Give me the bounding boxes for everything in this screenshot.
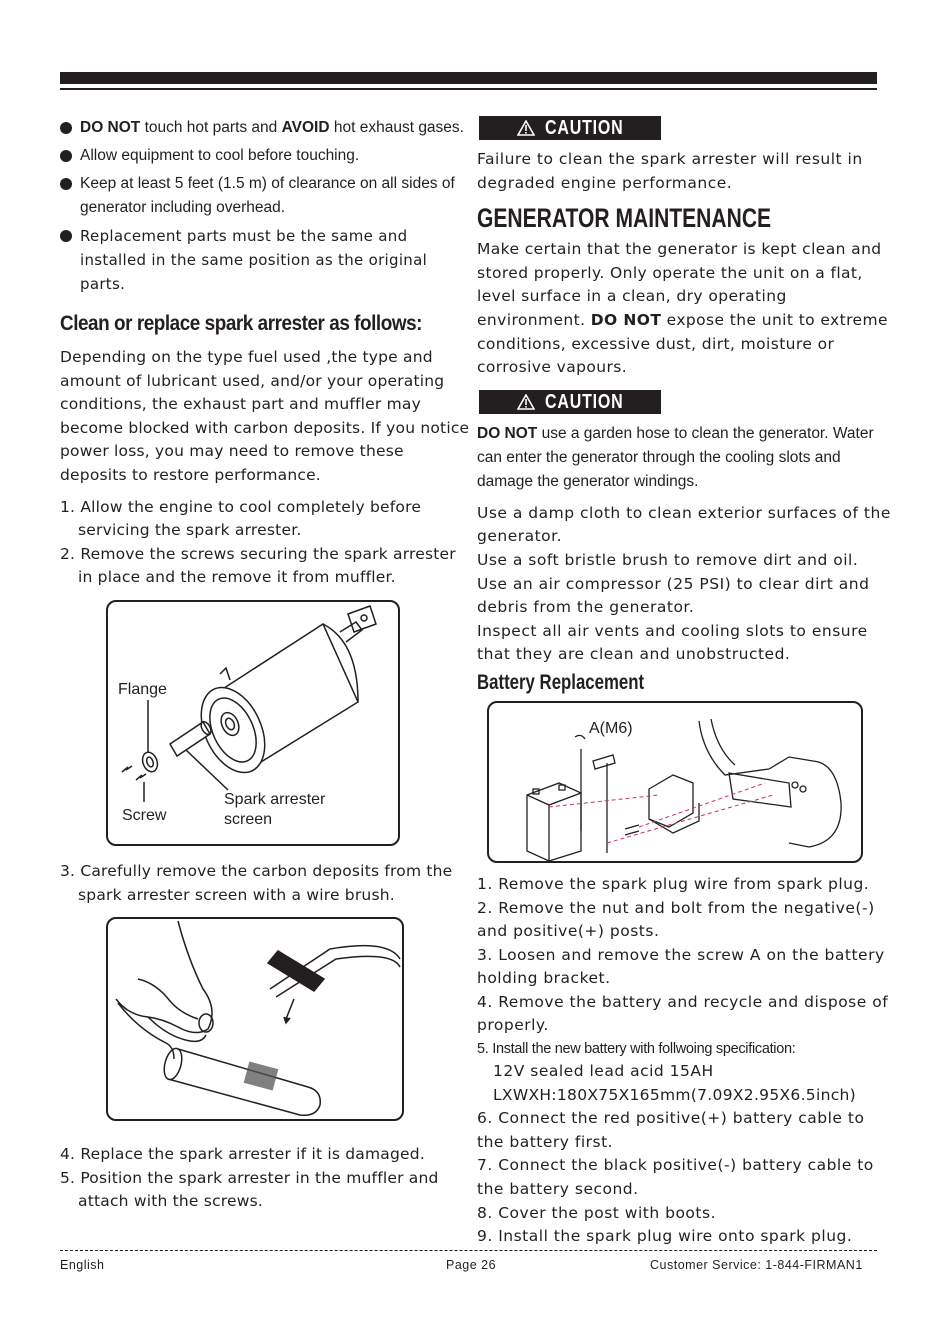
clean-line-1: Use a damp cloth to clean exterior surfaces of the generator. [477, 503, 891, 546]
step-4: 4. Replace the spark arrester if it is damaged. [60, 1145, 425, 1164]
maintenance-text: expose the unit to extreme conditions, excessive dust, dirt, moisture or corrosive vapours. [477, 310, 888, 377]
warning-icon [517, 120, 535, 136]
footer-rule [60, 1250, 877, 1251]
left-column [60, 116, 470, 1214]
bullet-text: Allow equipment to cool before touching. [80, 147, 360, 164]
brush-figure [106, 917, 404, 1121]
warning-icon [517, 394, 535, 410]
battery-step-6: 6. Connect the red positive(+) battery cable to the battery first. [477, 1109, 865, 1151]
battery-step-7: 7. Connect the black positive(-) battery cable to the battery second. [477, 1156, 874, 1199]
bullet-text: hot exhaust gases. [329, 119, 464, 136]
bullet-text: Keep at least 5 feet (1.5 m) of clearance on all sides of generator including overhead. [80, 175, 455, 216]
caution-2-body: use a garden hose to clean the generator. Water can enter the generator through the cooling slots and damage the generator windings. [477, 424, 874, 490]
footer-page-number: Page 26 [446, 1258, 497, 1272]
bullet-text: touch hot parts and [140, 119, 282, 136]
battery-illustration [489, 703, 861, 861]
battery-figure [487, 701, 863, 863]
clean-line-4: Inspect all air vents and cooling slots to ensure that they are clean and unobstructed. [477, 621, 868, 664]
step-1: 1. Allow the engine to cool completely before servicing the spark arrester. [60, 497, 422, 540]
flange-label: Flange [118, 680, 167, 698]
bullet-hot-parts [60, 116, 470, 140]
header-rule [60, 88, 877, 90]
do-not-emphasis: DO NOT [590, 310, 662, 329]
do-not-emphasis: DO NOT [477, 424, 538, 442]
maintenance-paragraph [477, 238, 892, 380]
caution-banner-2 [479, 390, 661, 414]
battery-step-8: 8. Cover the post with boots. [477, 1203, 716, 1222]
battery-spec-2: LXWXH:180X75X165mm(7.09X2.95X6.5inch) [493, 1085, 856, 1104]
battery-step-2: 2. Remove the nut and bolt from the negative(-) and positive(+) posts. [477, 898, 875, 941]
bullet-dot [60, 122, 72, 134]
intro-paragraph: Depending on the type fuel used ,the type and amount of lubricant used, and/or your operating conditions, the exhaust part and muffler may become blocked with carbon deposits. If you notice power loss, you may need to remove these deposits to restore performance. [60, 348, 470, 484]
brush-illustration [108, 919, 402, 1119]
avoid-emphasis: AVOID [281, 119, 330, 136]
right-column [477, 116, 892, 1249]
bullet-dot [60, 178, 72, 190]
step-3: 3. Carefully remove the carbon deposits from the spark arrester screen with a wire brush. [60, 861, 453, 904]
spark-arrester-label: Spark arrester [224, 790, 326, 808]
screw-a-label: A(M6) [589, 719, 633, 737]
battery-step-3: 3. Loosen and remove the screw A on the battery holding bracket. [477, 945, 885, 988]
footer-language: English [60, 1258, 105, 1272]
spark-arrester-heading: Clean or replace spark arrester as follows: [60, 312, 422, 335]
bullet-dot [60, 230, 72, 242]
maintenance-text: Make certain that the generator is kept clean and stored properly. Only operate the unit on a flat, level surface in a clean, dry operating environment. [477, 240, 882, 329]
clean-line-3: Use an air compressor (25 PSI) to clear dirt and debris from the generator. [477, 574, 870, 617]
caution-label: CAUTION [545, 390, 624, 413]
screw-label: Screw [122, 806, 167, 824]
battery-replacement-heading: Battery Replacement [477, 670, 645, 694]
do-not-emphasis: DO NOT [80, 119, 141, 136]
step-5: 5. Position the spark arrester in the muffler and attach with the screws. [60, 1168, 439, 1211]
battery-step-1: 1. Remove the spark plug wire from spark plug. [477, 874, 870, 893]
step-2: 2. Remove the screws securing the spark arrester in place and the remove it from muffler. [60, 544, 456, 587]
battery-step-4: 4. Remove the battery and recycle and dispose of properly. [477, 992, 889, 1035]
battery-step-9: 9. Install the spark plug wire onto spark plug. [477, 1227, 853, 1246]
caution-2-text [477, 422, 892, 494]
footer-customer-service: Customer Service: 1-844-FIRMAN1 [650, 1258, 863, 1272]
clean-line-2: Use a soft bristle brush to remove dirt and oil. [477, 550, 859, 569]
battery-spec-1: 12V sealed lead acid 15AH [493, 1062, 714, 1081]
caution-1-text: Failure to clean the spark arrester will result in degraded engine performance. [477, 150, 863, 192]
bullet-dot [60, 150, 72, 162]
battery-step-5: 5. Install the new battery with follwoing specification: [477, 1041, 796, 1058]
generator-maintenance-heading: GENERATOR MAINTENANCE [477, 203, 772, 234]
header-bar [60, 72, 877, 84]
bullet-replacement [60, 224, 470, 296]
bullet-text: Replacement parts must be the same and installed in the same position as the original parts. [80, 227, 428, 293]
caution-label: CAUTION [545, 117, 624, 139]
bullet-clearance [60, 172, 470, 220]
bullet-cool [60, 144, 470, 168]
caution-banner-1 [479, 116, 661, 140]
screen-label: screen [224, 810, 273, 828]
muffler-illustration [108, 602, 398, 844]
muffler-figure [106, 600, 400, 846]
